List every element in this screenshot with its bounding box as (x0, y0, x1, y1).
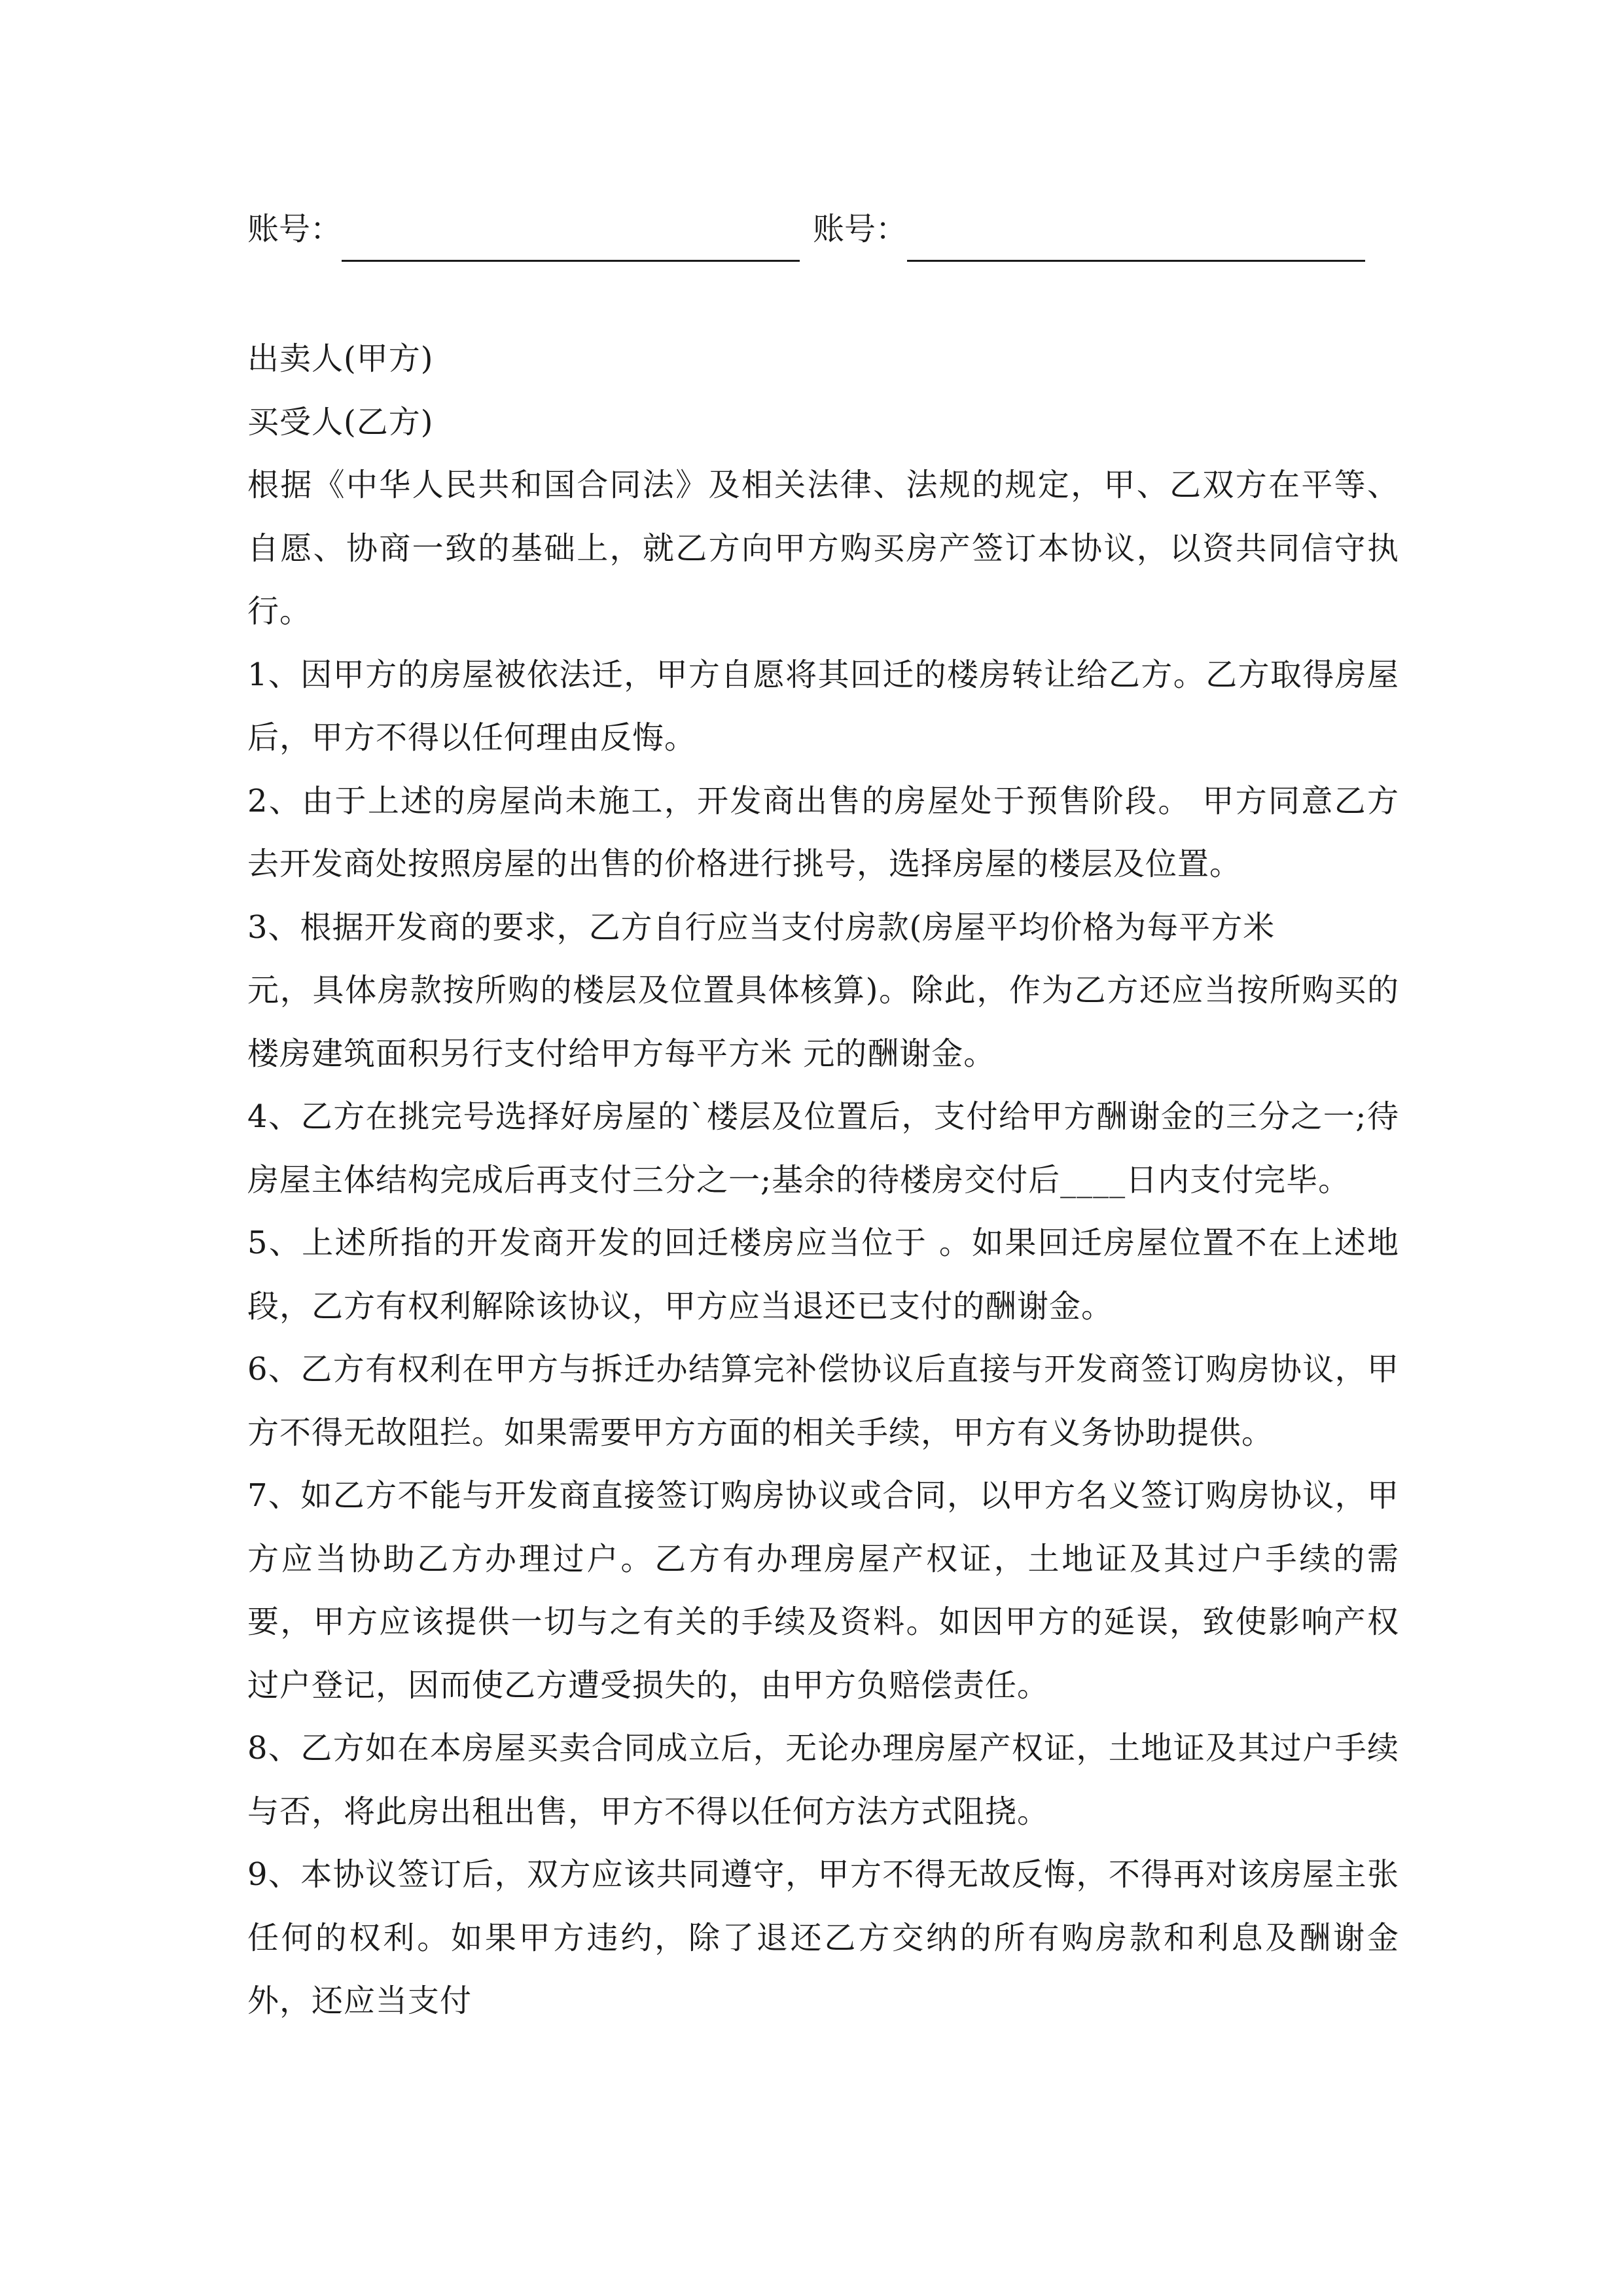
paragraph-clause-6: 6、乙方有权利在甲方与拆迁办结算完补偿协议后直接与开发商签订购房协议，甲方不得无故阻拦。如果需要甲方方面的相关手续，甲方有义务协助提供。 (247, 1351, 1399, 1451)
paragraph-clause-2: 2、由于上述的房屋尚未施工，开发商出售的房屋处于预售阶段。 甲方同意乙方去开发商处按照房屋的出售的价格进行挑号，选择房屋的楼层及位置。 (247, 782, 1399, 882)
account-label-1: 账号： (247, 211, 342, 247)
paragraph-clause-5: 5、上述所指的开发商开发的回迁楼房应当位于 。如果回迁房屋位置不在上述地段，乙方有权利解除该协议，甲方应当退还已支付的酬谢金。 (247, 1225, 1399, 1325)
paragraph-seller: 出卖人(甲方) (247, 340, 434, 377)
account-blank-1 (342, 218, 800, 262)
paragraph-clause-3: 3、根据开发商的要求，乙方自行应当支付房款(房屋平均价格为每平方米 (247, 908, 1275, 946)
account-label-2: 账号： (813, 211, 908, 247)
paragraph-preamble: 根据《中华人民共和国合同法》及相关法律、法规的规定，甲、乙双方在平等、自愿、协商一致的基础上，就乙方向甲方购买房产签订本协议，以资共同信守执行。 (247, 467, 1399, 630)
paragraph-clause-3-cont: 元，具体房款按所购的楼层及位置具体核算)。除此，作为乙方还应当按所购买的楼房建筑面积另行支付给甲方每平方米 元的酬谢金。 (247, 972, 1399, 1072)
paragraph-clause-1: 1、因甲方的房屋被依法迁，甲方自愿将其回迁的楼房转让给乙方。乙方取得房屋后，甲方不得以任何理由反悔。 (247, 656, 1399, 756)
paragraph-buyer: 买受人(乙方) (247, 403, 434, 440)
paragraph-clause-4: 4、乙方在挑完号选择好房屋的`楼层及位置后，支付给甲方酬谢金的三分之一;待房屋主体结构完成后再支付三分之一;基余的待楼房交付后____日内支付完毕。 (247, 1098, 1399, 1198)
account-blank-2 (907, 218, 1365, 262)
contract-body (247, 327, 1399, 2033)
paragraph-clause-8: 8、乙方如在本房屋买卖合同成立后，无论办理房屋产权证，土地证及其过户手续与否，将此房出租出售，甲方不得以任何方法方式阻挠。 (247, 1730, 1399, 1830)
paragraph-clause-7: 7、如乙方不能与开发商直接签订购房协议或合同，以甲方名义签订购房协议，甲方应当协助乙方办理过户。乙方有办理房屋产权证，土地证及其过户手续的需要，甲方应该提供一切与之有关的手续及资料。如因甲方的延误，致使影响产权过户登记，因而使乙方遭受损失的，由甲方负赔偿责任。 (247, 1477, 1399, 1704)
account-row (247, 196, 1399, 262)
document-page (247, 196, 1399, 2019)
paragraph-clause-9: 9、本协议签订后，双方应该共同遵守，甲方不得无故反悔，不得再对该房屋主张任何的权利。如果甲方违约，除了退还乙方交纳的所有购房款和利息及酬谢金外，还应当支付 (247, 1856, 1399, 2019)
